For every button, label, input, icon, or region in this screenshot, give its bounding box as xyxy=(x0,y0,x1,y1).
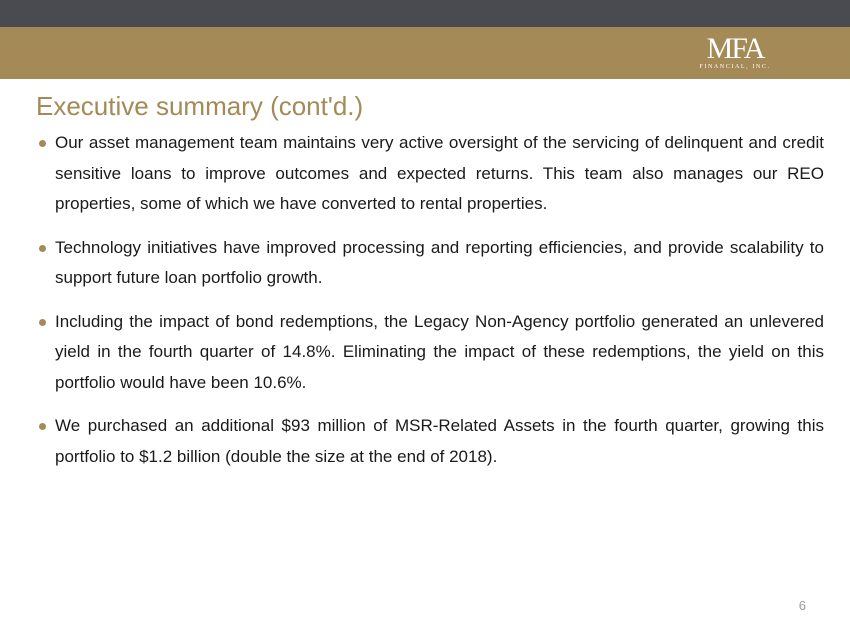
bullet-text: Technology initiatives have improved processing and reporting efficiencies, and provide scalability to support future loan portfolio growth. xyxy=(55,237,824,287)
bullet-dot-icon xyxy=(39,319,46,326)
page-number: 6 xyxy=(798,598,806,613)
bullet-text: We purchased an additional $93 million of MSR-Related Assets in the fourth quarter, growing this portfolio to $1.2 billion (double the size at the end of 2018). xyxy=(55,416,824,466)
bullet-text: Including the impact of bond redemptions, the Legacy Non-Agency portfolio generated an unlevered yield in the fourth quarter of 14.8%. Eliminating the impact of these redemptions, the yield on this portfolio would have been 10.6%. xyxy=(55,311,824,392)
bullet-dot-icon xyxy=(39,140,46,147)
slide-title: Executive summary (cont'd.) xyxy=(36,91,364,121)
bullet-item xyxy=(36,128,824,220)
bullet-item xyxy=(36,411,824,472)
logo-mark: MFA xyxy=(706,32,764,65)
header-dark-bar xyxy=(0,0,850,27)
bullet-item xyxy=(36,307,824,399)
bullet-text: Our asset management team maintains very active oversight of the servicing of delinquent and credit sensitive loans to improve outcomes and expected returns. This team also manages our REO properties, some of which we have converted to rental properties. xyxy=(55,133,824,213)
company-logo xyxy=(694,34,776,74)
bullet-item xyxy=(36,233,824,294)
logo-subtitle: FINANCIAL, INC. xyxy=(699,64,771,70)
bullet-dot-icon xyxy=(39,245,46,252)
bullet-dot-icon xyxy=(39,423,46,430)
bullet-list xyxy=(36,128,824,485)
